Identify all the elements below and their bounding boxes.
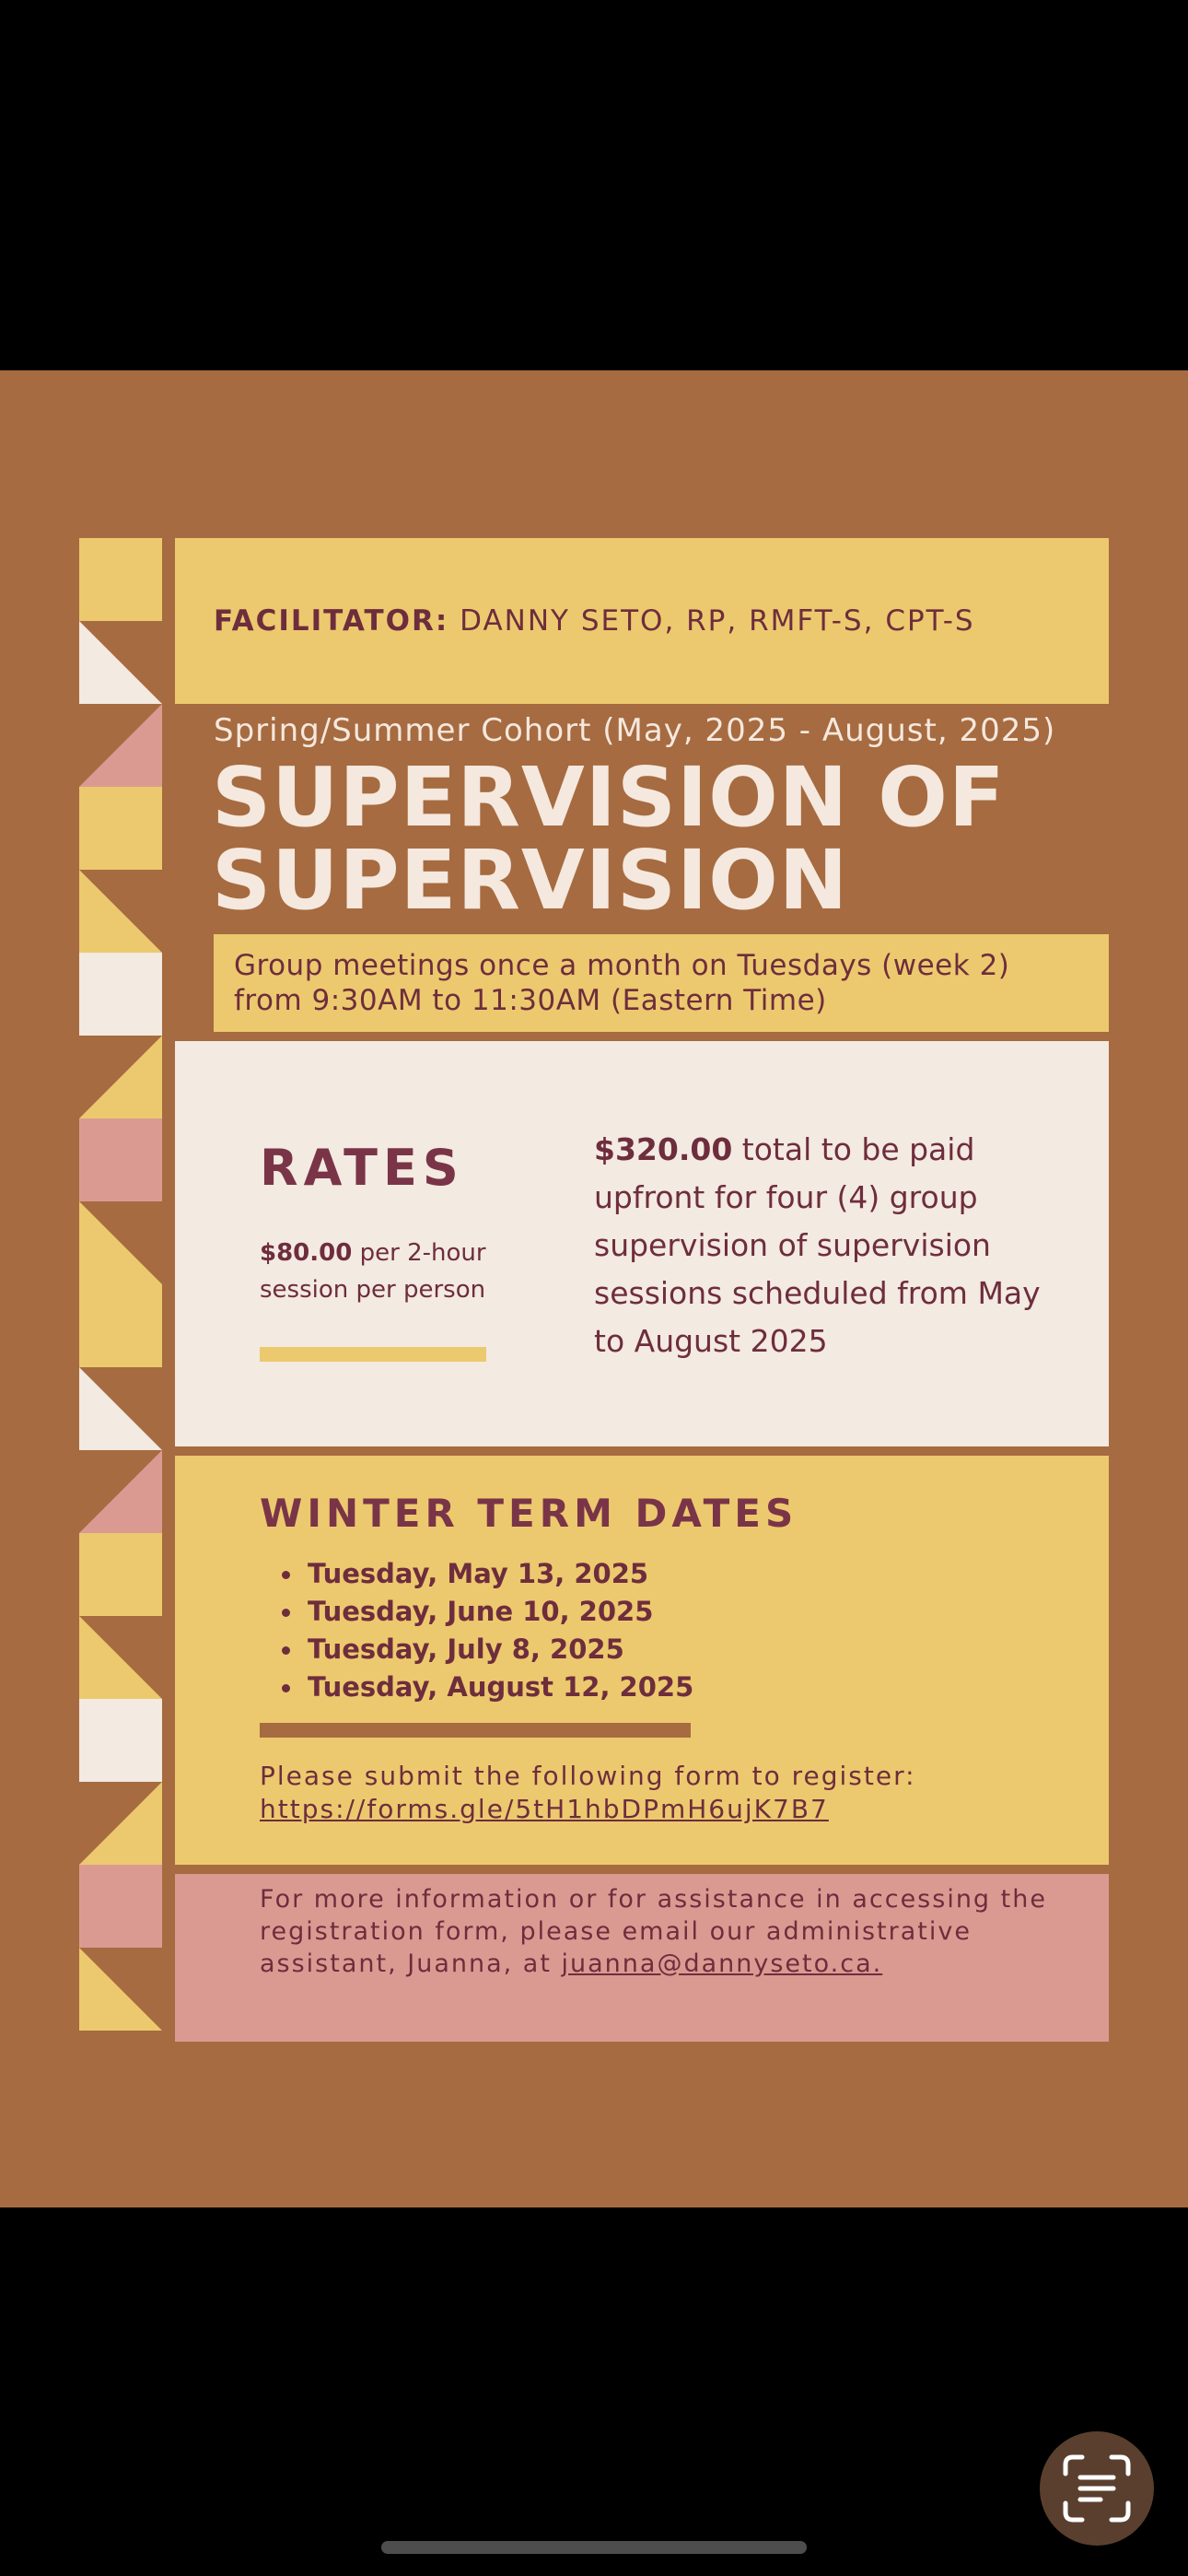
date-list xyxy=(260,1555,693,1706)
rates-card xyxy=(175,1041,1109,1446)
contact-info-text: For more information or for assistance in accessing the registration form, please email our administrative assistant, Juanna, at xyxy=(260,1885,1047,1978)
winter-heading: WINTER TERM DATES xyxy=(260,1491,798,1536)
facilitator-text xyxy=(214,604,975,638)
winter-divider xyxy=(260,1723,691,1738)
rates-heading: RATES xyxy=(260,1139,464,1197)
meeting-text xyxy=(234,948,1009,1018)
session-price: $80.00 xyxy=(260,1239,353,1267)
facilitator-name: DANNY SETO, RP, RMFT-S, CPT-S xyxy=(448,604,975,638)
title-line-1: SUPERVISION OF xyxy=(212,749,1006,845)
list-item: Tuesday, August 12, 2025 xyxy=(260,1669,693,1706)
register-text: Please submit the following form to register: xyxy=(260,1761,916,1791)
winter-dates-card xyxy=(175,1456,1109,1865)
session-rate-text: per 2-hour session per person xyxy=(260,1239,486,1304)
contact-email-link[interactable]: juanna@dannyseto.ca. xyxy=(561,1950,883,1978)
meeting-info-banner xyxy=(214,934,1109,1032)
total-price: $320.00 xyxy=(594,1131,733,1167)
session-rate xyxy=(260,1235,508,1308)
visual-lookup-button[interactable] xyxy=(1040,2431,1154,2546)
facilitator-label: FACILITATOR: xyxy=(214,604,449,638)
contact-info xyxy=(260,1883,1070,1980)
meeting-line-2: from 9:30AM to 11:30AM (Eastern Time) xyxy=(234,984,827,1017)
rates-divider xyxy=(260,1347,486,1362)
decorative-tiles xyxy=(79,538,162,2042)
register-block xyxy=(260,1760,916,1826)
poster xyxy=(0,370,1188,2207)
total-rate xyxy=(594,1126,1054,1365)
meeting-line-1: Group meetings once a month on Tuesdays (week 2) xyxy=(234,949,1010,982)
cohort-subtitle: Spring/Summer Cohort (May, 2025 - August, 2025) xyxy=(214,712,1056,749)
register-link[interactable]: https://forms.gle/5tH1hbDPmH6ujK7B7 xyxy=(260,1794,829,1824)
list-item: Tuesday, July 8, 2025 xyxy=(260,1631,693,1669)
list-item: Tuesday, June 10, 2025 xyxy=(260,1593,693,1631)
facilitator-banner xyxy=(175,538,1109,704)
total-rate-text: total to be paid upfront for four (4) group supervision of supervision sessions scheduled from May to August 2025 xyxy=(594,1131,1041,1359)
decorative-strip xyxy=(79,538,162,2042)
contact-info-card xyxy=(175,1874,1109,2042)
home-indicator[interactable] xyxy=(381,2541,807,2554)
page-title xyxy=(212,749,1006,928)
list-item: Tuesday, May 13, 2025 xyxy=(260,1555,693,1593)
title-line-2: SUPERVISION xyxy=(212,832,849,928)
